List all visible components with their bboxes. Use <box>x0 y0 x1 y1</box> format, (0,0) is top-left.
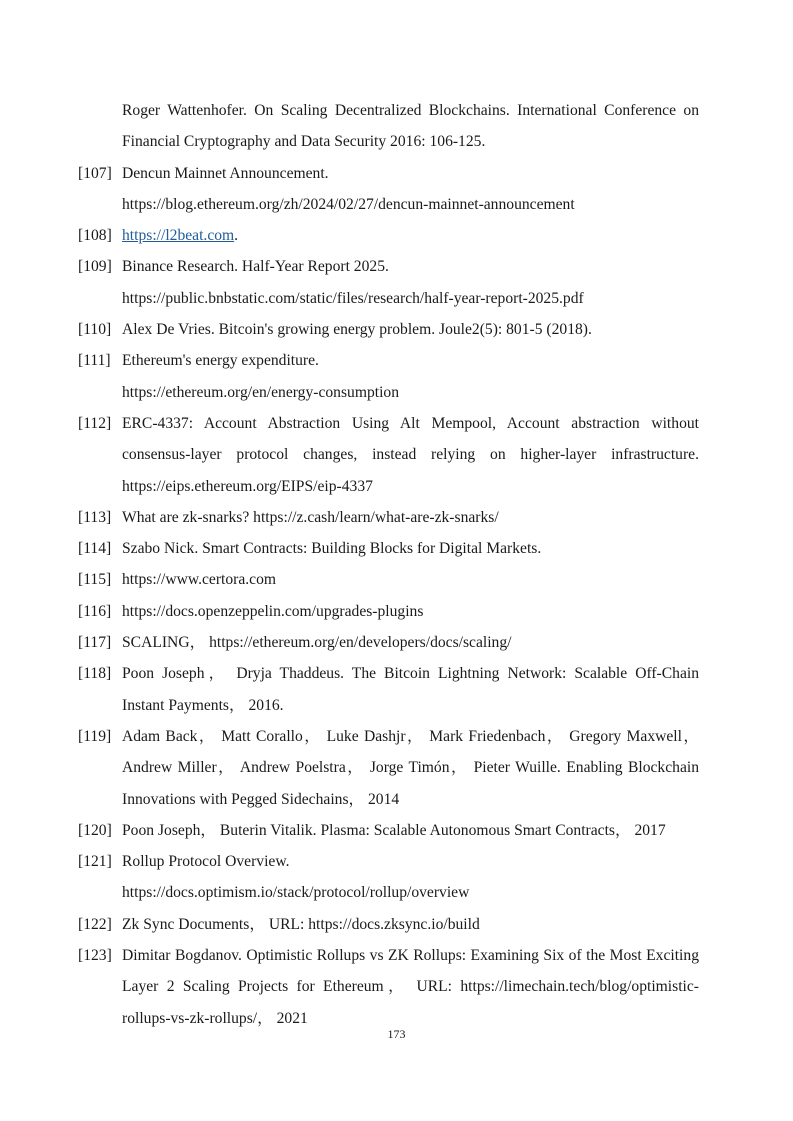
reference-line: Dimitar Bogdanov. Optimistic Rollups vs ZK Rollups: Examining Six of the Most Exciting <box>122 947 699 965</box>
reference-line: Instant Payments， 2016. <box>122 696 284 714</box>
reference-number: [112] <box>78 414 112 432</box>
reference-number: [114] <box>78 540 112 558</box>
reference-item <box>78 345 699 408</box>
page-number: 173 <box>387 1027 406 1041</box>
reference-line: What are zk-snarks? https://z.cash/learn/what-are-zk-snarks/ <box>122 508 499 526</box>
reference-item <box>78 596 699 627</box>
reference-line: rollups-vs-zk-rollups/， 2021 <box>122 1009 308 1027</box>
reference-item <box>78 627 699 658</box>
reference-line: ERC-4337: Account Abstraction Using Alt Mempool, Account abstraction without <box>122 414 699 432</box>
reference-line: consensus-layer protocol changes, instead relying on higher-layer infrastructure. <box>122 446 699 464</box>
reference-number: [109] <box>78 258 112 276</box>
reference-item <box>78 721 699 815</box>
reference-line: Poon Joseph， Buterin Vitalik. Plasma: Scalable Autonomous Smart Contracts， 2017 <box>122 821 666 839</box>
reference-link[interactable]: https://l2beat.com <box>122 227 235 245</box>
reference-line: Andrew Miller， Andrew Poelstra， Jorge Timón， Pieter Wuille. Enabling Blockchain <box>122 759 699 777</box>
reference-item <box>78 658 699 721</box>
reference-number: [116] <box>78 602 112 620</box>
reference-number: [119] <box>78 727 112 745</box>
reference-number: [115] <box>78 571 112 589</box>
reference-line: Zk Sync Documents， URL: https://docs.zksync.io/build <box>122 915 480 933</box>
reference-line: Alex De Vries. Bitcoin's growing energy problem. Joule2(5): 801-5 (2018). <box>122 321 592 339</box>
reference-item <box>78 564 699 595</box>
reference-number: [122] <box>78 915 112 933</box>
reference-number: [123] <box>78 947 112 965</box>
reference-line: Rollup Protocol Overview. <box>122 853 290 871</box>
reference-line: Adam Back， Matt Corallo， Luke Dashjr， Mark Friedenbach， Gregory Maxwell， <box>122 727 699 745</box>
reference-item <box>78 940 699 1034</box>
reference-number: [113] <box>78 508 112 526</box>
reference-line: Layer 2 Scaling Projects for Ethereum， URL: https://limechain.tech/blog/optimistic- <box>122 978 699 996</box>
reference-line <box>122 220 699 251</box>
reference-list <box>78 95 699 1034</box>
reference-link-suffix: . <box>234 227 239 245</box>
reference-line: Financial Cryptography and Data Security 2016: 106-125. <box>122 133 486 151</box>
reference-item <box>78 815 699 846</box>
reference-number: [111] <box>78 352 111 370</box>
reference-item <box>78 220 699 251</box>
reference-number: [107] <box>78 164 112 182</box>
reference-item <box>78 158 699 221</box>
reference-item <box>78 846 699 909</box>
reference-item <box>78 909 699 940</box>
reference-line: https://eips.ethereum.org/EIPS/eip-4337 <box>122 477 373 495</box>
reference-line: https://blog.ethereum.org/zh/2024/02/27/dencun-mainnet-announcement <box>122 195 575 213</box>
reference-number: [120] <box>78 821 112 839</box>
reference-line: https://docs.openzeppelin.com/upgrades-plugins <box>122 602 424 620</box>
reference-line: Binance Research. Half-Year Report 2025. <box>122 258 389 276</box>
reference-item <box>78 502 699 533</box>
reference-line: https://ethereum.org/en/energy-consumption <box>122 383 400 401</box>
reference-line: https://www.certora.com <box>122 571 277 589</box>
reference-item <box>78 95 699 158</box>
reference-number: [110] <box>78 321 112 339</box>
reference-line: https://docs.optimism.io/stack/protocol/rollup/overview <box>122 884 470 902</box>
reference-line: Roger Wattenhofer. On Scaling Decentralized Blockchains. International Conference on <box>122 102 699 119</box>
reference-number: [117] <box>78 634 112 652</box>
reference-item <box>78 533 699 564</box>
reference-line: Innovations with Pegged Sidechains， 2014 <box>122 790 400 808</box>
reference-item <box>78 251 699 314</box>
reference-line: SCALING， https://ethereum.org/en/developers/docs/scaling/ <box>122 634 512 652</box>
reference-item <box>78 408 699 502</box>
reference-line: Dencun Mainnet Announcement. <box>122 164 329 182</box>
reference-line: Poon Joseph， Dryja Thaddeus. The Bitcoin Lightning Network: Scalable Off-Chain <box>122 665 699 683</box>
reference-item <box>78 314 699 345</box>
reference-number: [121] <box>78 853 112 871</box>
reference-number: [108] <box>78 227 112 245</box>
reference-line: Szabo Nick. Smart Contracts: Building Blocks for Digital Markets. <box>122 540 542 558</box>
reference-line: Ethereum's energy expenditure. <box>122 352 319 370</box>
reference-line: https://public.bnbstatic.com/static/files/research/half-year-report-2025.pdf <box>122 289 584 307</box>
reference-number: [118] <box>78 665 112 683</box>
